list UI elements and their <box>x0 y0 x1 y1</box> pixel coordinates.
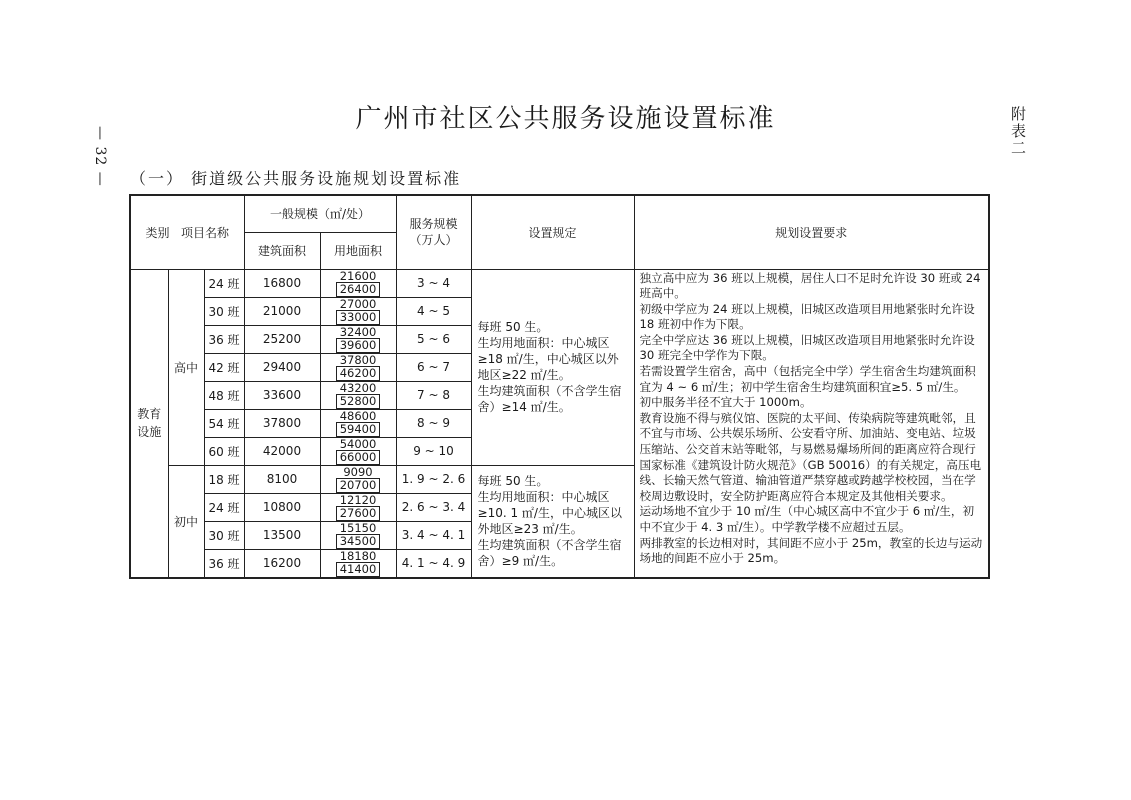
building-area-cell: 29400 <box>244 353 320 381</box>
service-scale-cell: 1. 9 ~ 2. 6 <box>396 465 471 493</box>
page-title: 广州市社区公共服务设施设置标准 <box>355 104 776 134</box>
class-count-cell: 36 班 <box>204 325 244 353</box>
land-area-cell <box>320 437 396 465</box>
building-area-cell: 13500 <box>244 521 320 549</box>
land-area-value: 21600 <box>339 268 377 283</box>
land-area-cell <box>320 353 396 381</box>
header-rules: 设置规定 <box>471 195 634 269</box>
service-scale-cell: 6 ~ 7 <box>396 353 471 381</box>
land-area-cell <box>320 549 396 578</box>
class-count-cell: 54 班 <box>204 409 244 437</box>
land-area-cell <box>320 465 396 493</box>
land-area-cell <box>320 297 396 325</box>
standards-table <box>129 194 990 579</box>
service-scale-cell: 4. 1 ~ 4. 9 <box>396 549 471 578</box>
class-count-cell: 30 班 <box>204 521 244 549</box>
land-area-cell <box>320 521 396 549</box>
appendix-side-label: 附表二 <box>1009 106 1027 157</box>
class-count-cell: 30 班 <box>204 297 244 325</box>
class-count-cell: 24 班 <box>204 493 244 521</box>
land-area-boxed-value: 27600 <box>336 506 381 521</box>
requirement-paragraph: 若需设置学生宿舍，高中（包括完全中学）学生宿舍生均建筑面积宜为 4 ~ 6 ㎡/生；初中学生宿舍生均建筑面积宜≥5. 5 ㎡/生。 <box>639 364 976 394</box>
requirement-paragraph: 运动场地不宜少于 10 ㎡/生（中心城区高中不宜少于 6 ㎡/生，初中不宜少于 4. 3 ㎡/生）。中学教学楼不应超过五层。 <box>639 504 975 534</box>
land-area-boxed-value: 59400 <box>336 422 381 437</box>
land-area-boxed-value: 52800 <box>336 394 381 409</box>
building-area-cell: 25200 <box>244 325 320 353</box>
service-scale-cell: 7 ~ 8 <box>396 381 471 409</box>
header-category: 类别 <box>145 225 170 240</box>
land-area-boxed-value: 33000 <box>336 310 381 325</box>
requirement-paragraph: 完全中学应达 36 班以上规模，旧城区改造项目用地紧张时允许设 30 班完全中学作为下限。 <box>639 332 975 363</box>
header-item-name: 项目名称 <box>180 225 229 240</box>
land-area-value: 15150 <box>339 520 377 535</box>
land-area-boxed-value: 41400 <box>336 562 381 577</box>
land-area-cell <box>320 409 396 437</box>
requirement-paragraph: 初中服务半径不宜大于 1000m。 <box>639 395 812 410</box>
land-area-value: 32400 <box>339 324 377 339</box>
land-area-value: 37800 <box>339 352 377 367</box>
land-area-boxed-value: 20700 <box>336 478 381 493</box>
land-area-cell <box>320 325 396 353</box>
requirement-paragraph: 初级中学应为 24 班以上规模，旧城区改造项目用地紧张时允许设 18 班初中作为下限。 <box>639 301 975 332</box>
rule-cell <box>471 465 634 578</box>
class-count-cell: 24 班 <box>204 269 244 297</box>
category-cell: 教育设施 <box>130 269 168 578</box>
building-area-cell: 21000 <box>244 297 320 325</box>
land-area-value: 43200 <box>339 380 377 395</box>
class-count-cell: 48 班 <box>204 381 244 409</box>
land-area-boxed-value: 26400 <box>336 282 381 297</box>
class-count-cell: 36 班 <box>204 549 244 578</box>
building-area-cell: 42000 <box>244 437 320 465</box>
service-scale-cell: 3. 4 ~ 4. 1 <box>396 521 471 549</box>
rule-text: 每班 50 生。 生均用地面积：中心城区≥18 ㎡/生，中心城区以外地区≥22 ㎡/生。 生均建筑面积（不含学生宿舍）≥14 ㎡/生。 <box>477 320 622 414</box>
service-scale-cell: 8 ~ 9 <box>396 409 471 437</box>
header-category-item <box>130 195 244 269</box>
land-area-value: 54000 <box>339 436 377 451</box>
building-area-cell: 8100 <box>244 465 320 493</box>
land-area-boxed-value: 39600 <box>336 338 381 353</box>
service-scale-cell: 9 ~ 10 <box>396 437 471 465</box>
school-level-cell: 高中 <box>168 269 204 465</box>
land-area-value: 9090 <box>343 464 373 479</box>
land-area-value: 18180 <box>339 548 377 563</box>
class-count-cell: 18 班 <box>204 465 244 493</box>
building-area-cell: 10800 <box>244 493 320 521</box>
requirement-paragraph: 两排教室的长边相对时，其间距不应小于 25m，教室的长边与运动场地的间距不应小于 25m。 <box>639 535 983 566</box>
land-area-cell <box>320 381 396 409</box>
class-count-cell: 42 班 <box>204 353 244 381</box>
land-area-cell <box>320 493 396 521</box>
land-area-boxed-value: 66000 <box>336 450 381 465</box>
requirements-cell <box>634 269 989 578</box>
land-area-boxed-value: 46200 <box>336 366 381 381</box>
service-scale-cell: 5 ~ 6 <box>396 325 471 353</box>
building-area-cell: 16800 <box>244 269 320 297</box>
header-land-area: 用地面积 <box>320 232 396 269</box>
rule-text: 每班 50 生。 生均用地面积：中心城区≥10. 1 ㎡/生，中心城区以外地区≥23 ㎡/生。 生均建筑面积（不含学生宿舍）≥9 ㎡/生。 <box>477 474 622 568</box>
header-requirements: 规划设置要求 <box>634 195 989 269</box>
building-area-cell: 37800 <box>244 409 320 437</box>
land-area-value: 27000 <box>339 296 377 311</box>
class-count-cell: 60 班 <box>204 437 244 465</box>
page-number: — 32 — <box>92 126 108 187</box>
land-area-cell <box>320 269 396 297</box>
table-row <box>130 269 989 297</box>
header-general-scale: 一般规模（㎡/处） <box>244 195 396 232</box>
requirement-paragraph: 教育设施不得与殡仪馆、医院的太平间、传染病院等建筑毗邻，且不宜与市场、公共娱乐场所、公安看守所、加油站、变电站、垃圾压缩站、公交首末站等毗邻，与易燃易爆场所间的距离应符合现行国家标准《建筑设计防火规范》（GB 50016）的有关规定，高压电线、长输天然气管道、输油管道严禁穿越或跨越学校校园，当在学校周边敷设时，安全防护距离应符合本规定及其他相关要求。 <box>639 410 982 503</box>
service-scale-cell: 2. 6 ~ 3. 4 <box>396 493 471 521</box>
land-area-boxed-value: 34500 <box>336 534 381 549</box>
section-subtitle: （一） 街道级公共服务设施规划设置标准 <box>130 169 462 188</box>
land-area-value: 12120 <box>339 492 377 507</box>
building-area-cell: 33600 <box>244 381 320 409</box>
header-building-area: 建筑面积 <box>244 232 320 269</box>
school-level-cell: 初中 <box>168 465 204 578</box>
requirement-paragraph: 独立高中应为 36 班以上规模，居住人口不足时允许设 30 班或 24 班高中。 <box>639 270 981 301</box>
building-area-cell: 16200 <box>244 549 320 578</box>
rule-cell <box>471 269 634 465</box>
header-service-scale: 服务规模（万人） <box>396 195 471 269</box>
land-area-value: 48600 <box>339 408 377 423</box>
service-scale-cell: 4 ~ 5 <box>396 297 471 325</box>
service-scale-cell: 3 ~ 4 <box>396 269 471 297</box>
